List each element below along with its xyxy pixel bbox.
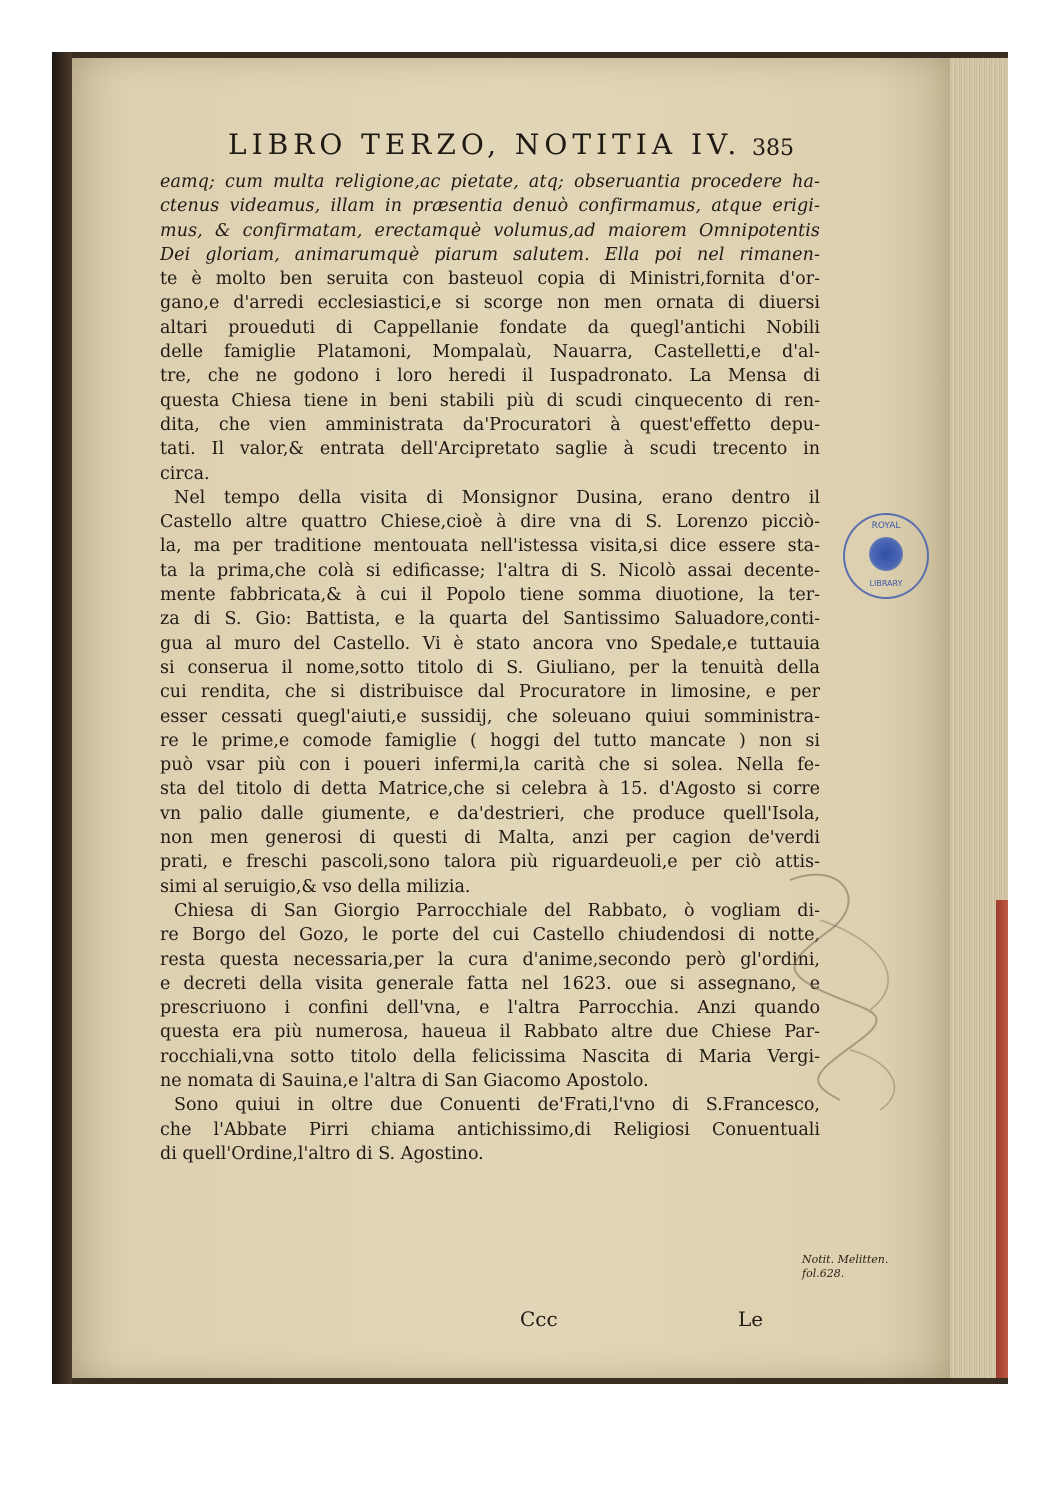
stamp-bottom-text: LIBRARY [869,579,903,588]
margin-note: Notit. Melitten. fol.628. [802,1253,889,1280]
text-line: gua al muro del Castello. Vi è stato ancora vno Spedale,e tuttauia [160,633,820,654]
text-line: re le prime,e comode famiglie ( hoggi del tutto mancate ) non si [160,730,820,751]
text-line: cui rendita, che si distribuisce dal Procuratore in limosine, e per [160,682,820,703]
stamp-top-text: ROYAL [871,521,901,531]
page-footer [160,1307,820,1333]
text-line: tre, che ne godono i loro heredi il Iuspadronato. La Mensa di [160,366,820,387]
text-line: può vsar più con i poueri infermi,la carità che si solea. Nella fe- [160,755,820,776]
text-line: resta questa necessaria,per la cura d'anime,secondo però gl'ordini, [160,949,820,970]
text-line: Chiesa di San Giorgio Parrocchiale del Rabbato, ò vogliam di- [174,900,820,921]
text-line: ta la prima,che colà si edificasse; l'altra di S. Nicolò assai decente- [160,560,820,581]
text-line: tati. Il valor,& entrata dell'Arcipretato saglie à scudi trecento in [160,439,820,460]
text-line: che l'Abbate Pirri chiama antichissimo,di Religiosi Conuentuali [160,1119,820,1140]
text-line: delle famiglie Platamoni, Mompalaù, Nauarra, Castelletti,e d'al- [160,342,820,363]
signature-mark: Ccc [520,1307,558,1331]
text-line: Castello altre quattro Chiese,cioè à dire vna di S. Lorenzo picciò- [160,512,820,533]
stamp-crown-icon [869,537,903,571]
text-line: mente fabbricata,& à cui il Popolo tiene somma diuotione, la ter- [160,585,820,606]
text-line: ne nomata di Sauina,e l'altra di San Giacomo Apostolo. [160,1070,649,1091]
text-line: eamq; cum multa religione,ac pietate, atq; obseruantia procedere ha- [160,172,820,192]
text-line: questa era più numerosa, haueua il Rabbato altre due Chiese Par- [160,1022,820,1043]
page-number: 385 [752,136,794,161]
catchword: Le [738,1307,764,1331]
text-line: sta del titolo di detta Matrice,che si celebra à 15. d'Agosto si corre [160,779,820,800]
text-line: questa Chiesa tiene in beni stabili più di scudi cinquecento di ren- [160,390,820,411]
text-line: altari proueduti di Cappellanie fondate da quegl'antichi Nobili [160,317,820,338]
book-gutter [52,52,72,1384]
text-line: re Borgo del Gozo, le porte del cui Castello chiudendosi di notte, [160,925,820,946]
text-line: circa. [160,463,210,484]
text-line: e decreti della visita generale fatta nel 1623. oue si assegnano, e [160,973,820,994]
red-cover-edge [996,900,1008,1378]
text-line: non men generosi di questi di Malta, anzi per cagion de'verdi [160,828,820,849]
text-line: esser cessati quegl'aiuti,e sussidij, che soleuano quiui somministra- [160,706,820,727]
text-line: Dei gloriam, animarumquè piarum salutem. Ella poi nel rimanen- [160,244,820,265]
text-line: si conserua il nome,sotto titolo di S. Giuliano, per la tenuità della [160,657,820,678]
text-line: mus, & confirmatam, erectamquè volumus,ad maiorem Omnipotentis [160,220,820,241]
text-line: simi al seruigio,& vso della milizia. [160,876,471,897]
text-line: rocchiali,vna sotto titolo della felicissima Nascita di Maria Vergi- [160,1046,820,1067]
text-line: ctenus videamus, illam in præsentia denuò confirmamus, atque erigi- [160,196,820,217]
library-stamp [843,513,929,599]
signature-drawing [760,860,930,1120]
text-line: Nel tempo della visita di Monsignor Dusina, erano dentro il [174,487,820,508]
running-title: LIBRO TERZO, NOTITIA IV. [228,128,742,161]
text-line: prati, e freschi pascoli,sono talora più riguardeuoli,e per ciò attis- [160,852,820,873]
text-line: prescriuono i confini dell'vna, e l'altra Parrocchia. Anzi quando [160,998,820,1019]
text-line: di quell'Ordine,l'altro di S. Agostino. [160,1143,484,1164]
text-line: vn palio dalle giumente, e da'destrieri, che produce quell'Isola, [160,803,820,824]
text-line: Sono quiui in oltre due Conuenti de'Frati,l'vno di S.Francesco, [174,1095,820,1116]
text-line: gano,e d'arredi ecclesiastici,e si scorge non men ornata di diuersi [160,293,820,314]
text-line: la, ma per traditione mentouata nell'istessa visita,si dice essere sta- [160,536,820,557]
text-line: te è molto ben seruita con basteuol copia di Ministri,fornita d'or- [160,269,820,290]
handwritten-signature [760,860,930,1120]
text-line: dita, che vien amministrata da'Procuratori à quest'effetto depu- [160,414,820,435]
text-line: za di S. Gio: Battista, e la quarta del Santissimo Saluadore,conti- [160,609,820,630]
body-text [160,170,820,1166]
